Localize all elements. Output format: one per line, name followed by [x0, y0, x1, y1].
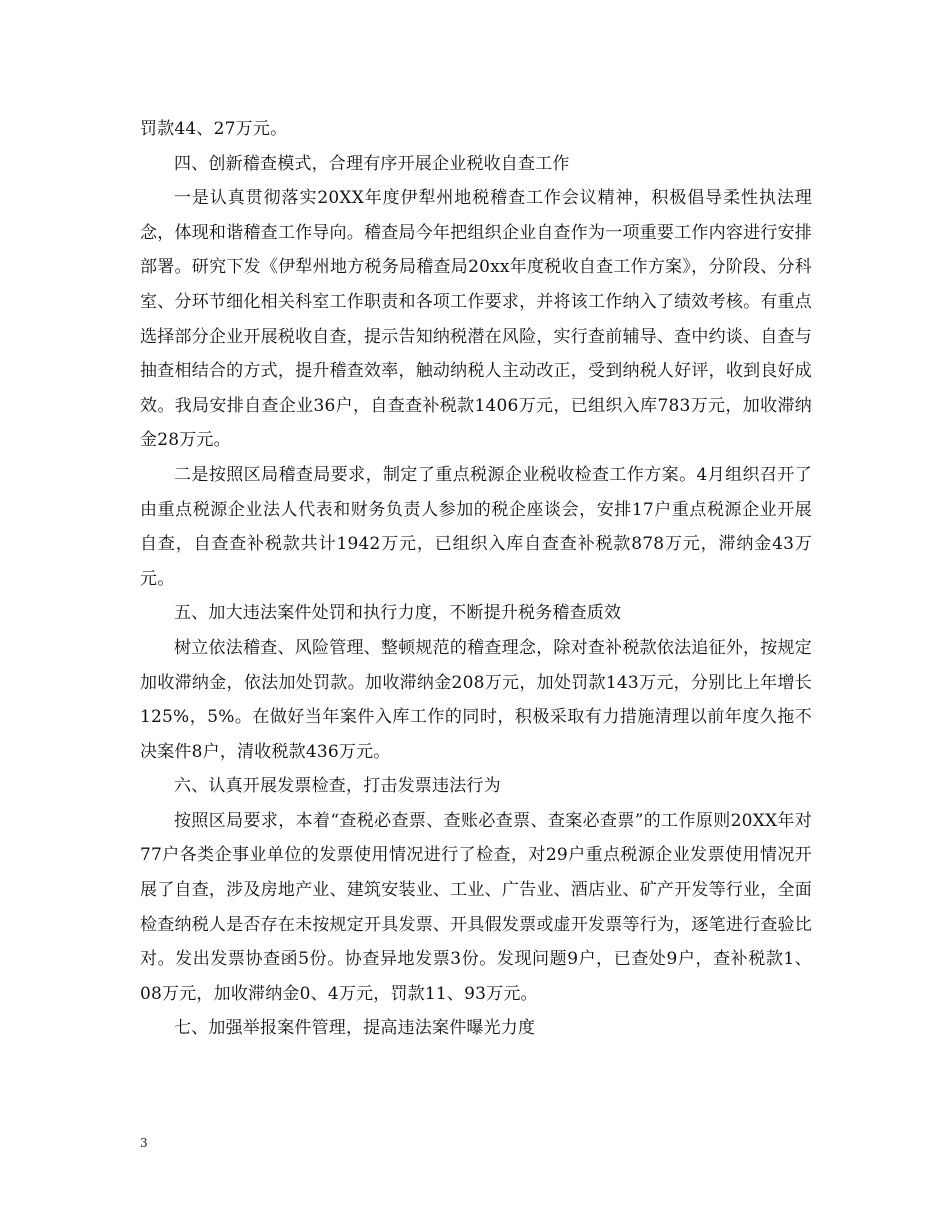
body-paragraph: 按照区局要求，本着“查税必查票、查账必查票、查案必查票”的工作原则20XX年对77户各类企事业单位的发票使用情况进行了检查，对29户重点税源企业发票使用情况开展了自查，涉及房地产业、建筑安装业、工业、广告业、酒店业、矿产开发等行业，全面检查纳税人是否存在未按规定开具发票、开具假发票或虚开发票等行为，逐笔进行查验比对。发出发票协查函5份。协查异地发票3份。发现问题9户，已查处9户，查补税款1、08万元，加收滞纳金0、4万元，罚款11、93万元。 — [140, 810, 812, 1004]
body-paragraph: 一是认真贯彻落实20XX年度伊犁州地税稽查工作会议精神，积极倡导柔性执法理念，体现和谐稽查工作导向。稽查局今年把组织企业自查作为一项重要工作内容进行安排部署。研究下发《伊犁州地方税务局稽查局20xx年度税收自查工作方案》，分阶段、分科室、分环节细化相关科室工作职责和各项工作要求，并将该工作纳入了绩效考核。有重点选择部分企业开展税收自查，提示告知纳税潜在风险，实行查前辅导、查中约谈、自查与抽查相结合的方式，提升稽查效率，触动纳税人主动改正，受到纳税人好评，收到良好成效。我局安排自查企业36户，自查查补税款1406万元，已组织入库783万元，加收滞纳金28万元。 — [140, 188, 812, 451]
section-heading-4: 四、创新稽查模式，合理有序开展企业税收自查工作 — [174, 153, 570, 174]
section-heading-7: 七、加强举报案件管理，提高违法案件曝光力度 — [174, 1018, 536, 1039]
section-heading-6: 六、认真开展发票检查，打击发票违法行为 — [174, 776, 501, 797]
body-paragraph: 树立依法稽查、风险管理、整顿规范的稽查理念，除对查补税款依法追征外，按规定加收滞纳金，依法加处罚款。加收滞纳金208万元，加处罚款143万元，分别比上年增长125%，5%。在做好当年案件入库工作的同时，积极采取有力措施清理以前年度久拖不决案件8户，清收税款436万元。 — [140, 637, 812, 762]
page-number: 3 — [140, 1136, 148, 1150]
document-body — [140, 112, 812, 1046]
section-heading-5: 五、加大违法案件处罚和执行力度，不断提升税务稽查质效 — [174, 603, 622, 624]
body-paragraph: 二是按照区局稽查局要求，制定了重点税源企业税收检查工作方案。4月组织召开了由重点税源企业法人代表和财务负责人参加的税企座谈会，安排17户重点税源企业开展自查，自查查补税款共计1942万元，已组织入库自查查补税款878万元，滞纳金43万元。 — [140, 464, 812, 589]
continuation-paragraph: 罚款44、27万元。 — [140, 119, 288, 139]
